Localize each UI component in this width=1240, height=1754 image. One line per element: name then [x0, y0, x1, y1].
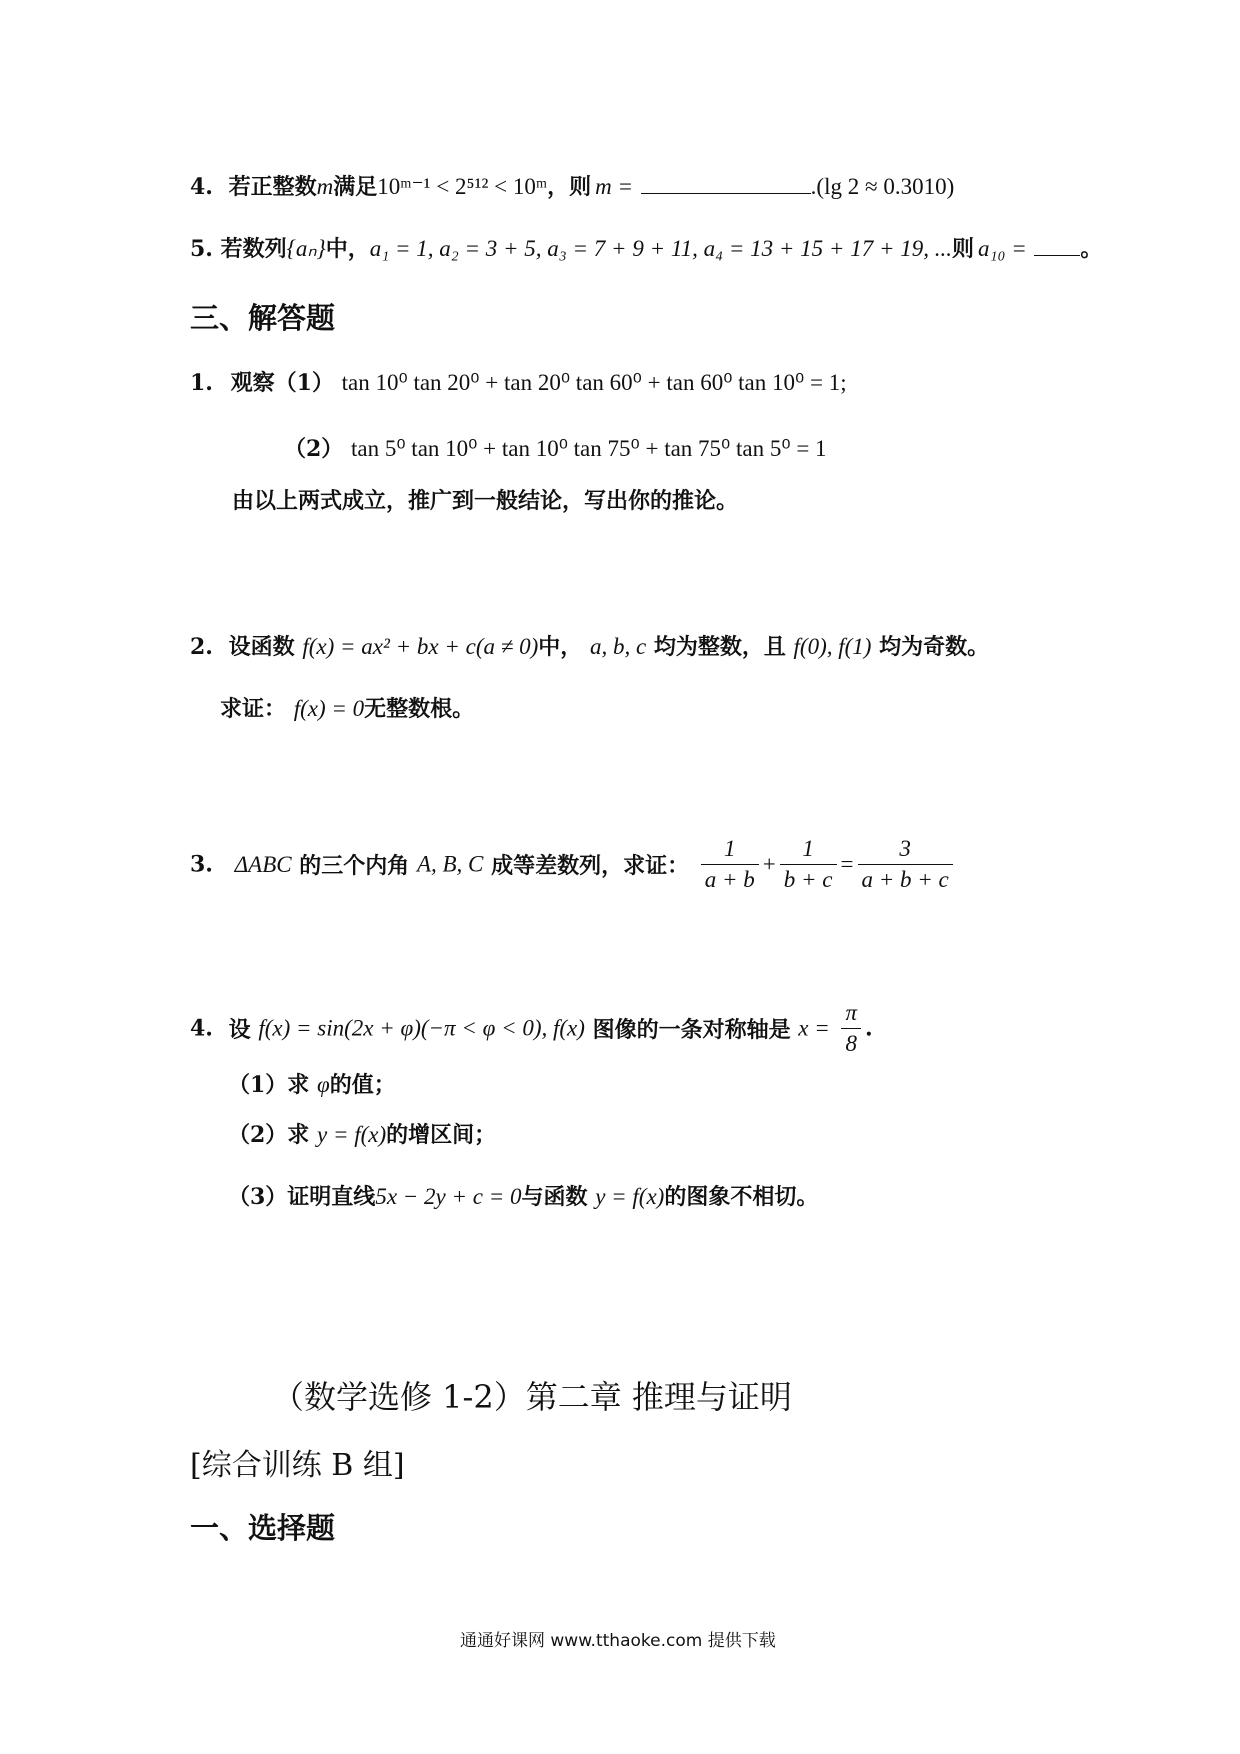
numerator: 1	[724, 836, 736, 861]
triangle: ΔABC	[234, 851, 292, 877]
question-text: 均为整数，且	[653, 634, 786, 660]
question-text: 中，	[538, 634, 583, 660]
period: .	[864, 1015, 873, 1042]
fraction	[780, 836, 837, 893]
question-number: 5.	[190, 236, 213, 262]
numerator: π	[845, 1000, 857, 1025]
variable-phi: φ	[316, 1072, 330, 1097]
question-text: ，则	[547, 174, 592, 200]
line-equation: 5x − 2y + c = 0	[375, 1184, 522, 1209]
fill-question-4	[190, 170, 954, 201]
part-text: 的增区间；	[386, 1122, 497, 1148]
prove-statement	[220, 692, 474, 723]
prove-label: 求证：	[220, 696, 287, 722]
question-text: 中，	[325, 236, 370, 262]
question-number: 1.	[190, 370, 213, 396]
solve-question-3	[190, 836, 957, 893]
denominator: a + b + c	[858, 864, 953, 893]
section-heading: 一、选择题	[190, 1511, 336, 1545]
sub-question-2	[228, 1118, 496, 1149]
chapter-title: （数学选修 1-2）第二章 推理与证明	[272, 1378, 792, 1416]
question-number: 4.	[190, 1015, 213, 1042]
denominator: b + c	[780, 864, 837, 893]
formula: tan 10⁰ tan 20⁰ + tan 20⁰ tan 60⁰ + tan 60⁰ tan 10⁰ = 1;	[341, 370, 847, 395]
footer-credit: 通通好课网 www.tthaoke.com 提供下载	[460, 1631, 776, 1651]
numerator: 3	[899, 836, 911, 861]
part-label: （2）	[284, 436, 344, 462]
question-text: 的三个内角	[299, 853, 410, 879]
sequence-terms: a₁ = 1, a₂ = 3 + 5, a₃ = 7 + 9 + 11, a₄ = 13 + 15 + 17 + 19, ...	[369, 236, 952, 261]
axis-equation: x =	[798, 1015, 830, 1041]
fill-question-5	[190, 232, 1102, 263]
part-text: 的值；	[329, 1072, 396, 1098]
equation: m =	[595, 174, 633, 199]
part-text: 与函数	[521, 1184, 588, 1210]
sequence: {aₙ}	[286, 236, 326, 261]
question-number: 4.	[190, 174, 213, 200]
fraction	[701, 836, 759, 893]
denominator: a + b	[701, 864, 759, 893]
question-text: 则	[951, 236, 974, 262]
question-text: 均为奇数。	[879, 634, 990, 660]
question-text: 设	[228, 1017, 251, 1043]
equation: f(x) = 0	[293, 696, 365, 721]
function: f(x) = sin(2x + φ)(−π < φ < 0), f(x)	[258, 1015, 585, 1041]
conclusion-text: 由以上两式成立，推广到一般结论，写出你的推论。	[232, 488, 739, 514]
function-values: f(0), f(1)	[793, 634, 872, 659]
answer-blank[interactable]	[641, 171, 811, 194]
fraction	[841, 1000, 861, 1057]
group-label: [综合训练 B 组]	[190, 1448, 405, 1483]
question-text: 若正整数	[228, 174, 317, 200]
denominator: 8	[841, 1028, 861, 1057]
fraction	[858, 836, 953, 893]
equation: a₁₀ =	[977, 236, 1027, 261]
sub-question-3	[228, 1180, 818, 1211]
answer-blank[interactable]	[1034, 233, 1080, 256]
function: f(x) = ax² + bx + c(a ≠ 0)	[302, 634, 539, 659]
part-text: 的图象不相切。	[664, 1184, 819, 1210]
angles: A, B, C	[416, 851, 484, 877]
formula: tan 5⁰ tan 10⁰ + tan 10⁰ tan 75⁰ + tan 75⁰ tan 5⁰ = 1	[350, 436, 827, 461]
inequality: 10ᵐ⁻¹ < 2⁵¹² < 10ᵐ	[377, 174, 548, 199]
question-number: 3.	[190, 851, 213, 878]
solve-question-2	[190, 630, 989, 661]
question-text: 图像的一条对称轴是	[592, 1017, 791, 1043]
question-text: 成等差数列，求证：	[491, 853, 690, 879]
coefficients: a, b, c	[589, 634, 647, 659]
question-text: 若数列	[220, 236, 287, 262]
question-tail: 。	[1080, 236, 1103, 262]
function: y = f(x)	[316, 1122, 387, 1147]
question-text: 满足	[333, 174, 378, 200]
equals-sign: =	[840, 851, 854, 877]
part-label: （3）证明直线	[228, 1184, 376, 1210]
variable-m: m	[316, 174, 334, 199]
function: y = f(x)	[595, 1184, 665, 1209]
solve-question-1	[190, 366, 847, 397]
hint: .(lg 2 ≈ 0.3010)	[810, 174, 955, 199]
question-text: 观察（1）	[230, 370, 334, 396]
part-label: （1）求	[228, 1072, 310, 1098]
numerator: 1	[802, 836, 814, 861]
solve-question-1-part-2	[284, 432, 827, 463]
part-label: （2）求	[228, 1122, 310, 1148]
prove-text: 无整数根。	[364, 696, 475, 722]
section-heading: 三、解答题	[190, 301, 336, 335]
question-number: 2.	[190, 634, 213, 660]
plus-sign: +	[762, 851, 776, 877]
question-text: 设函数	[228, 634, 295, 660]
solve-question-4	[190, 1000, 873, 1057]
sub-question-1	[228, 1068, 396, 1099]
